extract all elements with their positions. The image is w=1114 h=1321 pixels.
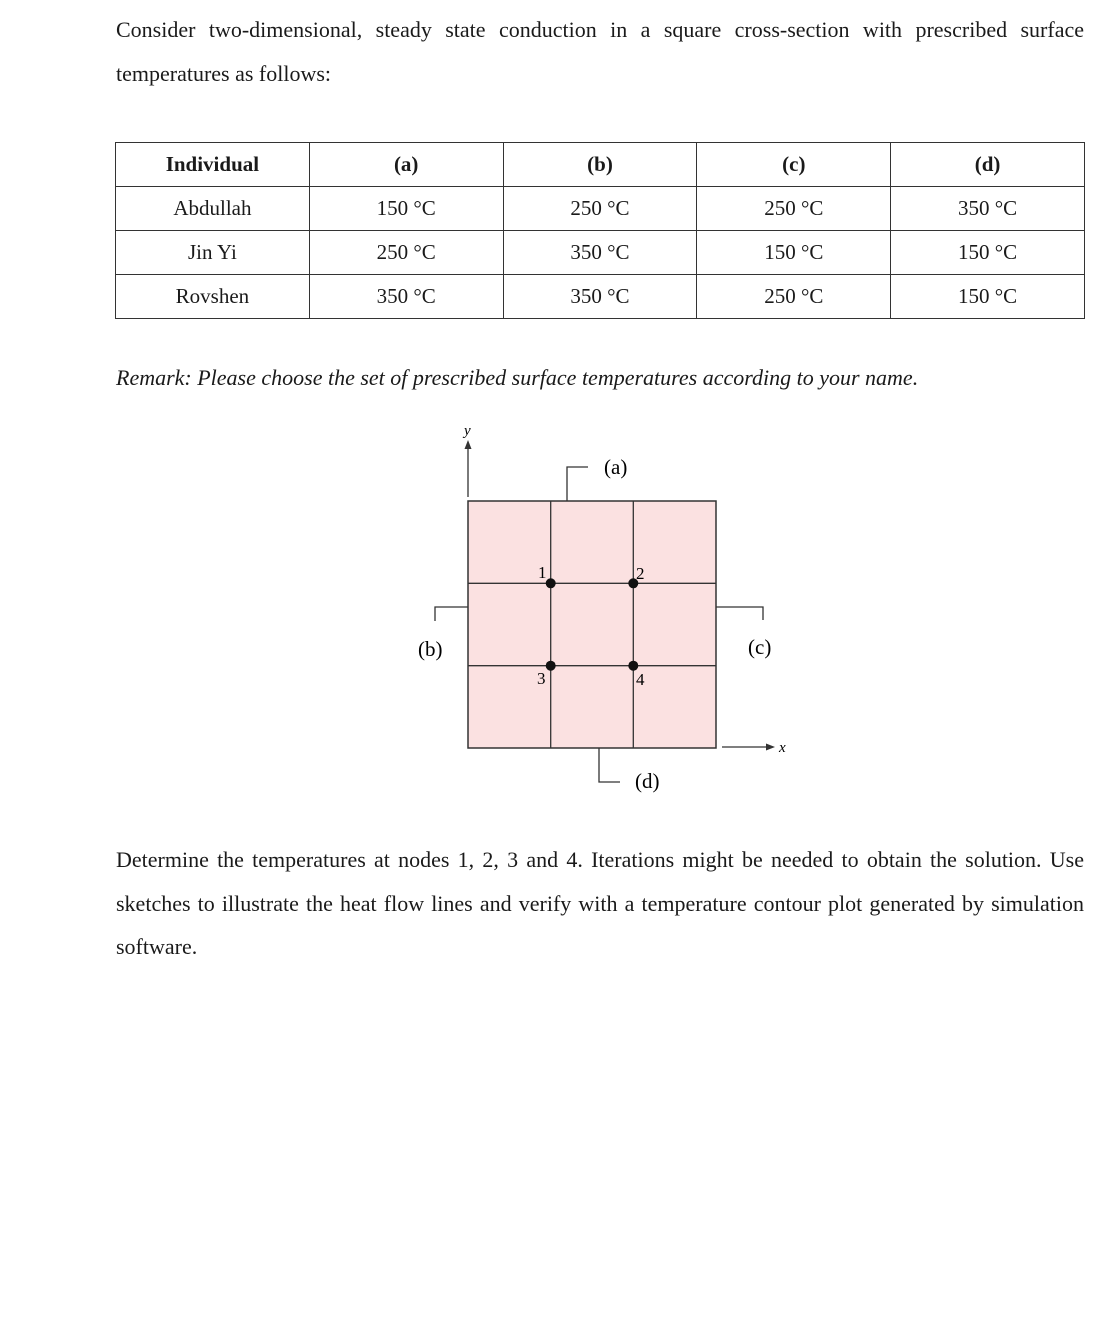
table-row [116,187,1085,231]
cell-temp: 350 °C [503,231,697,275]
cell-temp: 150 °C [891,275,1085,319]
square-cross-section [468,501,716,748]
cell-temp: 350 °C [503,275,697,319]
leader-d [599,748,620,782]
cell-temp: 250 °C [697,187,891,231]
cell-name: Rovshen [116,275,310,319]
node-label-4: 4 [636,670,645,689]
leader-c [716,607,763,620]
surface-label-c: (c) [748,635,772,659]
cell-name: Abdullah [116,187,310,231]
cell-temp: 150 °C [309,187,503,231]
cell-temp: 150 °C [891,231,1085,275]
leader-a [567,467,588,501]
header-a: (a) [309,143,503,187]
conduction-grid-diagram [400,420,820,810]
header-b: (b) [503,143,697,187]
x-axis-label: x [779,740,786,756]
header-individual: Individual [116,143,310,187]
cell-temp: 150 °C [697,231,891,275]
leader-b [435,607,468,621]
cell-temp: 350 °C [309,275,503,319]
cell-temp: 250 °C [503,187,697,231]
y-axis-arrow-icon [465,440,472,449]
cell-temp: 250 °C [697,275,891,319]
remark-text: Remark: Please choose the set of prescribed surface temperatures according to your name. [116,365,919,390]
node-label-1: 1 [538,563,547,582]
question-paragraph: Determine the temperatures at nodes 1, 2, 3 and 4. Iterations might be needed to obtain the solution. Use sketches to illustrate the heat flow lines and verify with a temperature contour plot generated by simulation software. [116,847,1084,959]
surface-label-a: (a) [604,455,628,479]
cell-temp: 350 °C [891,187,1085,231]
cell-name: Jin Yi [116,231,310,275]
temperature-table [115,142,1085,319]
table-header-row [116,143,1085,187]
y-axis-label: y [464,423,471,439]
header-c: (c) [697,143,891,187]
node-label-2: 2 [636,564,645,583]
table-row [116,275,1085,319]
node-3-dot [546,661,556,671]
node-label-3: 3 [537,669,546,688]
cell-temp: 250 °C [309,231,503,275]
x-axis-arrow-icon [766,744,775,751]
table-row [116,231,1085,275]
intro-paragraph: Consider two-dimensional, steady state conduction in a square cross-section with prescribed surface temperatures as follows: [116,17,1084,86]
node-1-dot [546,578,556,588]
surface-label-d: (d) [635,769,660,793]
header-d: (d) [891,143,1085,187]
surface-label-b: (b) [418,637,443,661]
